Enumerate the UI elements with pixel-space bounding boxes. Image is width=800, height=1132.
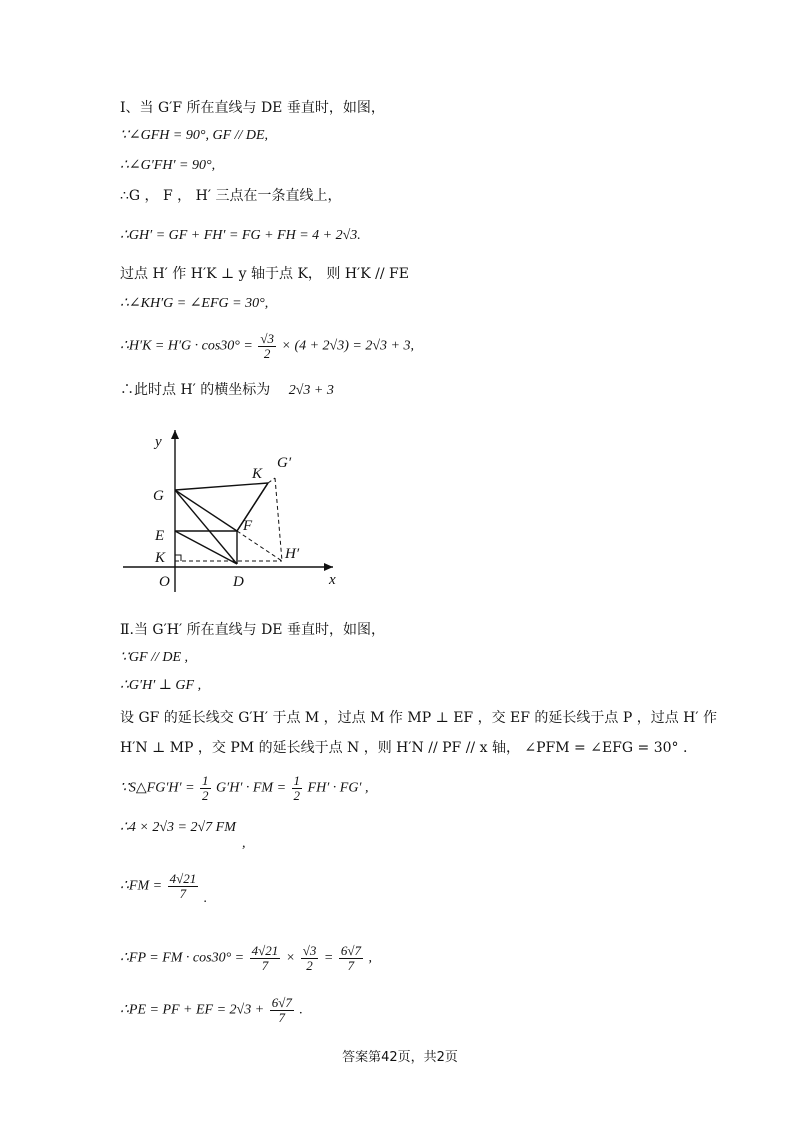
text-segment: , [368,950,372,966]
fraction: $\frac{6√7}{7}$ [340,943,361,973]
label-h-prime: H′ [285,546,300,562]
fraction: $\frac{6√7}{7}$ [271,995,292,1025]
text-line: ∴G′H′ ⊥ GF , [120,678,202,693]
label-f: F [243,518,253,534]
label-origin: O [159,574,170,590]
text-segment: = [323,950,334,966]
text-line: ∴GH′ = GF + FH′ = FG + FH = 4 + 2√3. [120,228,361,243]
text-segment: × [285,950,296,966]
text-line: Ⅰ、当 G′F 所在直线与 DE 垂直时，如图， [120,100,385,116]
label-k-left: K [155,550,166,566]
fraction: $\frac{1}{2}$ [202,773,209,803]
text-segment: × (4 + 2√3) = 2√3 + 3, [281,338,414,354]
axis-label-y: y [155,434,162,450]
text-line: H′N ⊥ MP ，交 PM 的延长线于点 N ，则 H′N // PF // x 轴， ∠PFM = ∠EFG = 30° . [120,740,688,756]
segment-gf [175,490,237,531]
text-segment: ∵S△FG′H′ = [120,780,195,796]
x-arrow-icon [324,563,333,571]
text-segment: FH′ · FG′ , [307,780,369,796]
formula-line [120,332,414,361]
label-d: D [233,574,244,590]
text-segment: ∴PE = PF + EF = 2√3 + [120,1002,265,1018]
text-segment: . [299,1002,303,1018]
segment-fk [237,483,268,531]
text-line: 设 GF 的延长线交 G′H′ 于点 M ，过点 M 作 MP ⊥ EF ，交 EF 的延长线于点 P ，过点 H′ 作 [120,710,718,726]
text-segment: . [203,890,208,906]
text-segment: ∴此时点 H′ 的横坐标为 [120,382,271,398]
text-segment: ∴H′K = H′G · cos30° = [120,338,253,354]
text-segment: ∴FP = FM · cos30° = [120,950,245,966]
label-e: E [155,528,165,544]
axis-label-x: x [329,572,336,588]
segment-ed [175,531,237,564]
segment-gk [175,483,268,490]
text-segment: ∴FM = [120,878,163,894]
text-line: ∴4 × 2√3 = 2√7 FM [120,820,236,835]
formula-line [120,871,208,906]
fraction: $\frac{4√21}{7}$ [169,871,197,901]
fraction: $\frac{1}{2}$ [293,773,301,803]
text-line [120,380,334,401]
text-segment: G′H′ · FM = [216,780,287,796]
text-line: 过点 H′ 作 H′K ⊥ y 轴于点 K， 则 H′K // FE [120,266,409,282]
fraction: $\frac{√3}{2}$ [260,331,274,361]
label-g: G [153,488,164,504]
text-line: ∴G ， F ， H′ 三点在一条直线上， [120,188,342,204]
fraction: $\frac{√3}{2}$ [302,943,317,973]
y-arrow-icon [171,430,179,439]
text-line: ∴∠G′FH′ = 90°, [120,158,216,173]
text-line: , [242,836,246,851]
formula-line [120,944,372,973]
text-line: ∵GF // DE , [120,650,189,665]
right-angle-mark [175,555,181,561]
fraction: $\frac{4√21}{7}$ [251,943,279,973]
segment-kg-prime [268,478,275,483]
text-line: ∵∠GFH = 90°, GF // DE, [120,128,269,143]
formula-line [120,996,303,1025]
segment-g-prime-h-prime [275,478,282,561]
label-k-top: K [252,466,263,482]
segment-gd [175,490,237,564]
text-line: ∴∠KH′G = ∠EFG = 30°, [120,296,269,311]
geometry-figure [115,420,345,600]
text-line: Ⅱ.当 G′H′ 所在直线与 DE 垂直时，如图， [120,622,385,638]
formula-line [120,774,369,803]
text-segment: 2√3 + 3 [288,383,334,398]
segment-fh-prime [237,531,282,561]
page-footer: 答案第42页，共2页 [342,1050,458,1065]
label-g-prime: G′ [277,455,292,471]
